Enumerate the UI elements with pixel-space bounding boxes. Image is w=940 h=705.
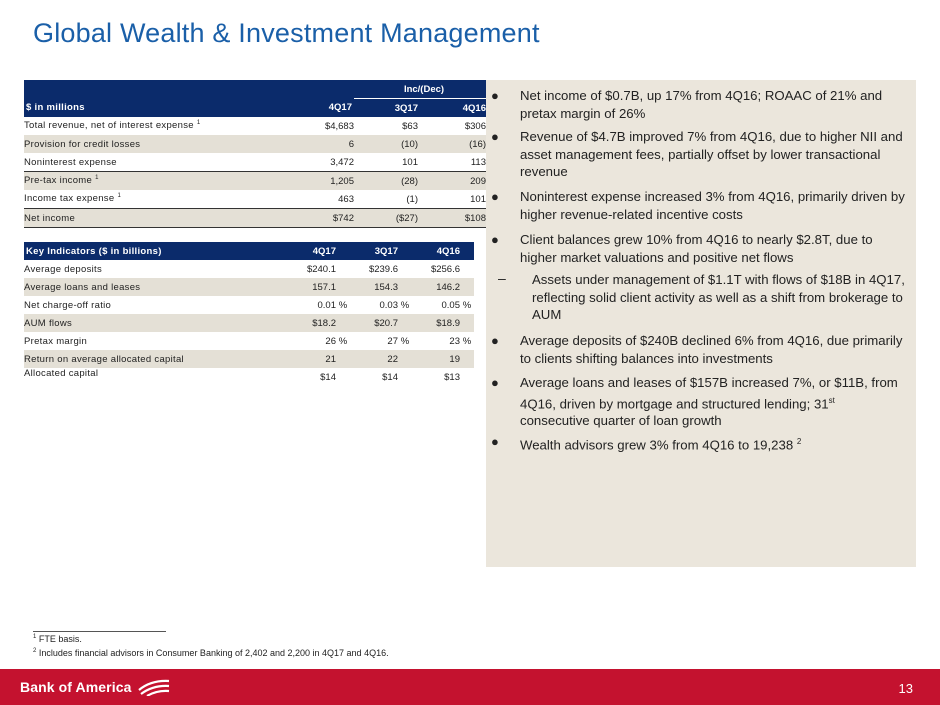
col-header-label: $ in millions [24, 99, 274, 118]
col-header-4q17: 4Q17 [274, 99, 354, 118]
table-row: Pretax margin 26 % 27 % 23 % [24, 335, 472, 347]
key-indicators-table [24, 242, 474, 386]
table-row: Net charge-off ratio 0.01 % 0.03 % 0.05 % [24, 299, 472, 311]
bullet-dot-icon: ● [491, 129, 499, 144]
bullet-item: ● Average loans and leases of $157B increased 7%, or $11B, from 4Q16, driven by mortgage and structured lending; 31st consecutive quarter of loan growth [491, 375, 898, 429]
table-row: Total revenue, net of interest expense $^1$ $4,683 $63 $306 [24, 120, 486, 132]
page-title: Global Wealth & Investment Management [33, 18, 540, 48]
col-header-4q16: 4Q16 [412, 242, 460, 260]
sub-bullet-item: – Assets under management of $1.1T with flows of $18B in 4Q17, reflecting solid client activity as well as a shift from brokerage to AUM [498, 270, 905, 322]
table-row: Provision for credit losses 6 (10) (16) [24, 135, 494, 153]
table-row: Income tax expense $^1$ 463 (1) 101 [24, 193, 486, 205]
table-header-group [24, 80, 494, 99]
income-table [24, 80, 494, 228]
bullet-item: ● Noninterest expense increased 3% from 4Q16, primarily driven by higher revenue-related incentive costs [491, 189, 905, 222]
footnote-divider [33, 631, 166, 632]
bullet-dot-icon: ● [491, 333, 499, 348]
bullet-dot-icon: ● [491, 232, 499, 247]
footnote-1: $^1$ FTE basis. [33, 634, 82, 644]
table-row: Average deposits $240.1 $239.6 $256.6 [24, 263, 460, 275]
table-row: Allocated capital $14 $14 $13 [24, 368, 460, 383]
bullet-item: ● Net income of $0.7B, up 17% from 4Q16; ROAAC of 21% and pretax margin of 26% [491, 88, 883, 121]
table-row: Pre-tax income $^1$ 1,205 (28) 209 [24, 172, 494, 191]
col-header-4q16: 4Q16 [424, 99, 494, 118]
table-header-row [24, 242, 474, 260]
col-header-label: Key Indicators ($ in billions) [24, 242, 274, 260]
bullet-dot-icon: ● [491, 88, 499, 103]
page-number: 13 [898, 681, 913, 696]
flag-logo-icon [137, 678, 171, 696]
table-row: AUM flows $18.2 $20.7 $18.9 [24, 314, 474, 332]
bullet-dot-icon: ● [491, 189, 499, 204]
table-row: Noninterest expense 3,472 101 113 [24, 156, 486, 168]
bullet-item: ● Average deposits of $240B declined 6% from 4Q16, due primarily to clients shifting balances into investments [491, 333, 903, 366]
table-row: Net income $742 ($27) $108 [24, 209, 494, 228]
col-header-4q17: 4Q17 [274, 242, 336, 260]
bullet-item: ● Client balances grew 10% from 4Q16 to nearly $2.8T, due to higher market valuations and positive net flows [491, 232, 873, 265]
bullet-dot-icon: ● [491, 434, 499, 449]
dash-icon: – [498, 270, 506, 286]
footnote-2: $^2$ Includes financial advisors in Consumer Banking of 2,402 and 2,200 in 4Q17 and 4Q16. [33, 648, 389, 658]
col-header-3q17: 3Q17 [350, 242, 398, 260]
bank-of-america-logo [20, 676, 200, 698]
table-header-row [24, 99, 494, 118]
commentary-panel [486, 80, 916, 567]
inc-dec-header: Inc/(Dec) [354, 80, 494, 99]
bullet-item: ● Wealth advisors grew 3% from 4Q16 to 19,238 $^2$ [491, 434, 802, 453]
table-row: Return on average allocated capital 21 22 19 [24, 350, 474, 368]
logo-wordmark: Bank of America [20, 679, 132, 695]
bullet-item: ● Revenue of $4.7B improved 7% from 4Q16, due to higher NII and asset management fees, partially offset by lower transactional revenue [491, 129, 903, 179]
table-row: Average loans and leases 157.1 154.3 146.2 [24, 278, 474, 296]
bullet-dot-icon: ● [491, 375, 499, 390]
col-header-3q17: 3Q17 [354, 99, 424, 118]
